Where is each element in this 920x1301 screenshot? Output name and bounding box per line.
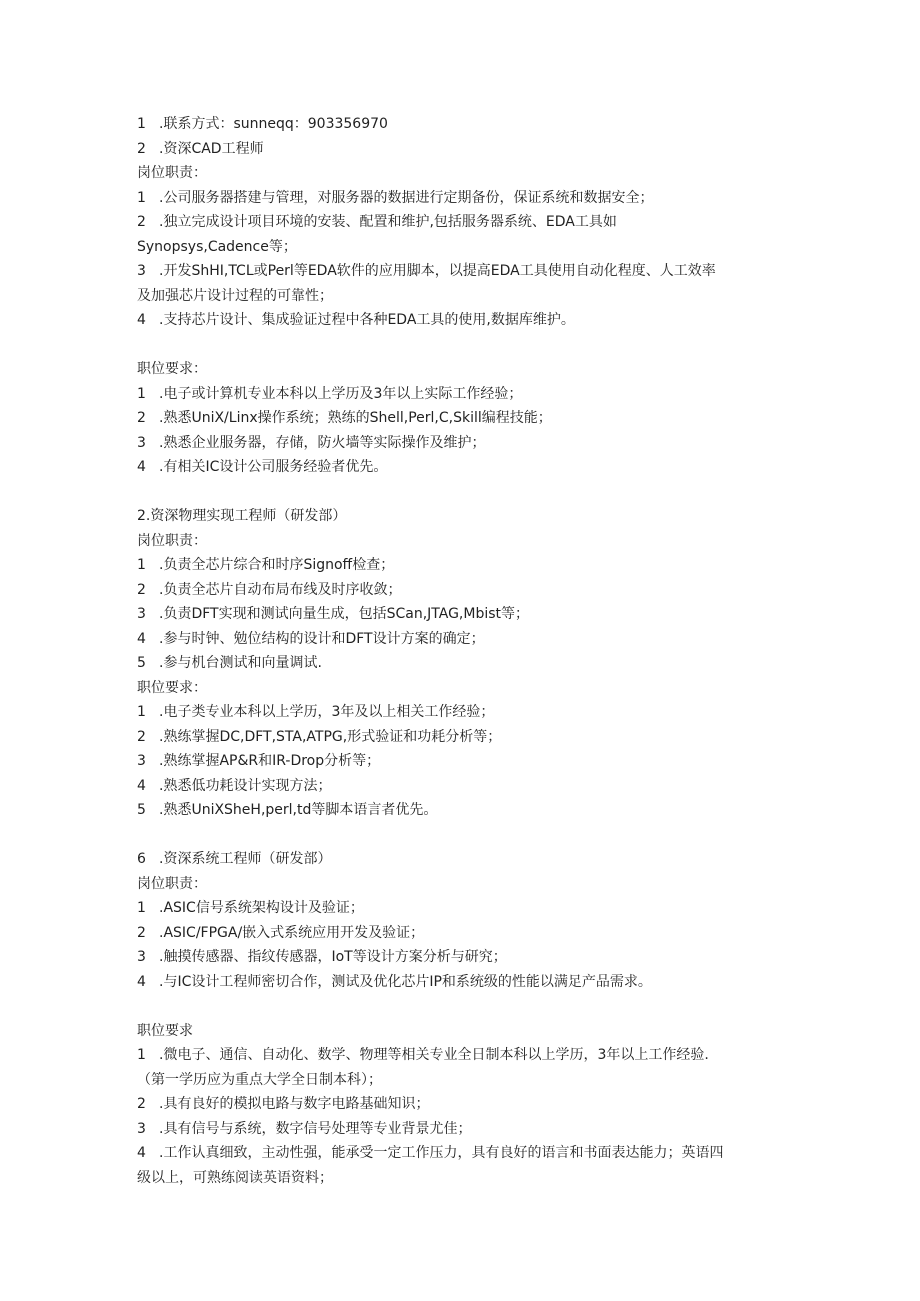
job3-req-text: .具有信号与系统，数字信号处理等专业背景尤佳； [159, 1120, 472, 1137]
job2-req-text: .熟练掌握AP&R和IR-Drop分析等； [159, 753, 381, 769]
job2-duty-item [137, 602, 787, 627]
job1-req-num: 1 [137, 385, 146, 402]
job1-title-text: .资深CAD工程师 [159, 140, 264, 157]
job2-duty-num: 2 [137, 581, 146, 598]
spacer [137, 823, 787, 848]
job3-duty-item [137, 970, 787, 995]
job1-duty-text: .开发ShHI,TCL或Perl等EDA软件的应用脚本，以提高EDA工具使用自动化程度、人工效率 [159, 263, 716, 279]
job3-duty-num: 2 [137, 924, 146, 941]
contact-text: .联系方式：sunneqq：903356970 [159, 116, 388, 132]
job3-requirement-item [137, 1043, 787, 1068]
job2-duty-text: .参与机台测试和向量调试. [159, 655, 322, 671]
contact-num: 1 [137, 116, 146, 132]
job1-requirements-heading: 职位要求： [137, 361, 207, 377]
job1-duty-num: 2 [137, 214, 146, 230]
job2-duty-text: .负责全芯片综合和时序Signoff检查； [159, 557, 395, 573]
document-body [137, 112, 787, 1190]
job2-duty-item [137, 651, 787, 676]
job1-req-text: .电子或计算机专业本科以上学历及3年以上实际工作经验； [159, 385, 523, 402]
job1-duty-text: Synopsys,Cadence等； [137, 238, 297, 255]
spacer [137, 994, 787, 1019]
job3-title-text: .资深系统工程师（研发部） [159, 851, 332, 867]
job2-duty-num: 5 [137, 655, 146, 671]
job3-duty-item [137, 896, 787, 921]
job3-duty-text: .与IC设计工程师密切合作，测试及优化芯片IP和系统级的性能以满足产品需求。 [159, 973, 652, 990]
job3-duty-text: .触摸传感器、指纹传感器，IoT等设计方案分析与研究； [159, 949, 507, 965]
job1-duty-text: .公司服务器搭建与管理，对服务器的数据进行定期备份，保证系统和数据安全； [159, 189, 654, 206]
job2-duty-item [137, 578, 787, 603]
job2-requirement-item [137, 700, 787, 725]
contact-line [137, 112, 787, 137]
job2-requirement-item [137, 725, 787, 750]
job3-requirement-item [137, 1092, 787, 1117]
job3-duty-num: 1 [137, 900, 146, 916]
job3-requirement-item [137, 1068, 787, 1093]
job1-requirement-item [137, 382, 787, 407]
job3-req-text: .工作认真细致，主动性强，能承受一定工作压力，具有良好的语言和书面表达能力；英语四 [159, 1145, 724, 1161]
job1-duty-num: 3 [137, 263, 146, 279]
job2-req-text: .熟练掌握DC,DFT,STA,ATPG,形式验证和功耗分析等； [159, 728, 502, 745]
job3-req-text: （第一学历应为重点大学全日制本科）； [137, 1071, 382, 1088]
job1-req-text: .熟悉企业服务器，存储，防火墙等实际操作及维护； [159, 434, 486, 451]
job2-requirement-item [137, 774, 787, 799]
job2-duty-text: .负责DFT实现和测试向量生成，包括SCan,JTAG,Mbist等； [159, 606, 530, 622]
job2-req-text: .熟悉UniXSheH,perl,td等脚本语言者优先。 [159, 802, 438, 818]
job3-requirement-item [137, 1117, 787, 1142]
job1-duty-item [137, 186, 787, 211]
job2-duty-item [137, 627, 787, 652]
job2-duty-text: .负责全芯片自动布局布线及时序收敛； [159, 581, 402, 598]
job3-requirements-heading: 职位要求 [137, 1022, 193, 1039]
job2-req-text: .电子类专业本科以上学历，3年及以上相关工作经验； [159, 704, 495, 720]
job2-requirement-item [137, 798, 787, 823]
job3-duty-text: .ASIC信号系统架构设计及验证； [159, 900, 364, 916]
job3-req-text: .具有良好的模拟电路与数字电路基础知识； [159, 1096, 430, 1112]
job1-duty-num: 1 [137, 189, 146, 206]
job2-title: 2.资深物理实现工程师（研发部） [137, 508, 347, 524]
job1-req-num: 4 [137, 459, 146, 475]
job1-duties-heading: 岗位职责： [137, 165, 207, 181]
job1-duty-text: .独立完成设计项目环境的安装、配置和维护,包括服务器系统、EDA工具如 [159, 214, 617, 230]
job2-req-num: 2 [137, 728, 146, 745]
spacer [137, 480, 787, 505]
job1-duty-item [137, 210, 787, 235]
job2-requirements-heading: 职位要求： [137, 679, 207, 696]
job2-requirement-item [137, 749, 787, 774]
job1-requirement-item [137, 406, 787, 431]
job1-req-text: .熟悉UniX/Linx操作系统；熟练的Shell,Perl,C,Skill编程技能； [159, 410, 552, 426]
job2-duty-item [137, 553, 787, 578]
job1-duty-text: 及加强芯片设计过程的可靠性； [137, 287, 333, 304]
job1-duty-text: .支持芯片设计、集成验证过程中各种EDA工具的使用,数据库维护。 [159, 312, 575, 328]
job2-req-num: 1 [137, 704, 146, 720]
job3-duty-text: .ASIC/FPGA/嵌入式系统应用开发及验证； [159, 924, 425, 941]
job3-duty-num: 4 [137, 973, 146, 990]
job2-duty-num: 1 [137, 557, 146, 573]
job2-duty-text: .参与时钟、勉位结构的设计和DFT设计方案的确定； [159, 630, 485, 647]
job3-duty-num: 3 [137, 949, 146, 965]
job2-duties-heading: 岗位职责： [137, 532, 207, 549]
job1-req-num: 3 [137, 434, 146, 451]
job3-duty-item [137, 921, 787, 946]
spacer [137, 333, 787, 358]
job1-title-num: 2 [137, 140, 146, 157]
job1-req-text: .有相关IC设计公司服务经验者优先。 [159, 459, 388, 475]
job3-title [137, 847, 787, 872]
job1-duty-item [137, 308, 787, 333]
job3-req-num: 3 [137, 1120, 146, 1137]
job3-duty-item [137, 945, 787, 970]
job3-req-text: 级以上，可熟练阅读英语资料； [137, 1169, 333, 1186]
job1-duty-item [137, 259, 787, 284]
job1-requirement-item [137, 431, 787, 456]
job3-requirement-item [137, 1141, 787, 1166]
job3-duties-heading: 岗位职责： [137, 875, 207, 892]
job1-duty-num: 4 [137, 312, 146, 328]
job3-title-num: 6 [137, 851, 146, 867]
job2-duty-num: 3 [137, 606, 146, 622]
job3-req-text: .微电子、通信、自动化、数学、物理等相关专业全日制本科以上学历，3年以上工作经验. [159, 1047, 709, 1063]
job3-requirement-item [137, 1166, 787, 1191]
job2-req-num: 5 [137, 802, 146, 818]
job2-req-text: .熟悉低功耗设计实现方法； [159, 777, 332, 794]
job1-title [137, 137, 787, 162]
job2-req-num: 3 [137, 753, 146, 769]
job3-req-num: 4 [137, 1145, 146, 1161]
job2-duty-num: 4 [137, 630, 146, 647]
job3-req-num: 1 [137, 1047, 146, 1063]
job1-req-num: 2 [137, 410, 146, 426]
job2-req-num: 4 [137, 777, 146, 794]
job1-requirement-item [137, 455, 787, 480]
job1-duty-item [137, 284, 787, 309]
job3-req-num: 2 [137, 1096, 146, 1112]
job1-duty-item [137, 235, 787, 260]
